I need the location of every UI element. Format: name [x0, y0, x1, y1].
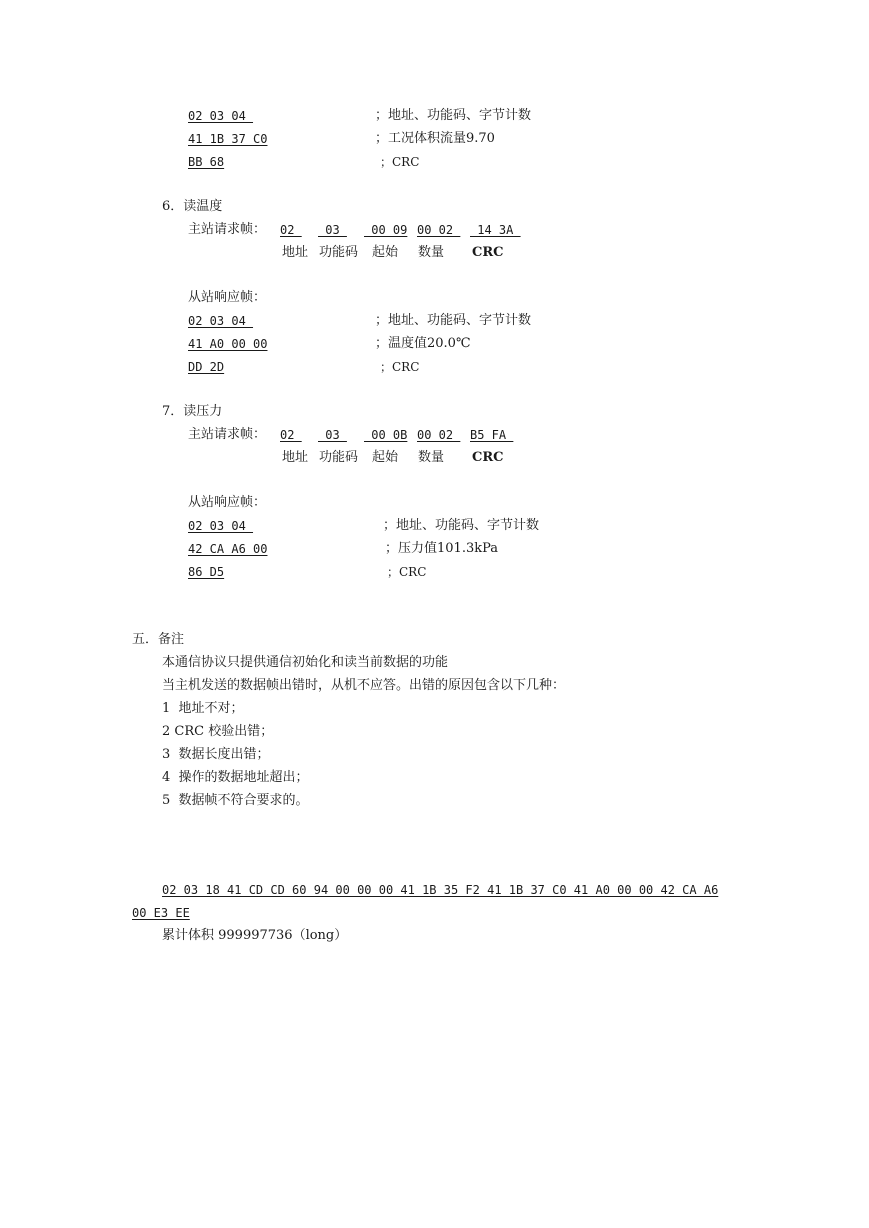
s7-resp-hex-3: 86 D5: [188, 565, 225, 579]
notes-line-7: 5 数据帧不符合要求的。: [162, 793, 309, 808]
notes-line-2: 当主机发送的数据帧出错时，从机不应答。出错的原因包含以下几种：: [162, 678, 566, 693]
s7-col-crc: CRC: [472, 450, 504, 465]
s6-resp-hex-3: DD 2D: [188, 360, 225, 374]
s7-req-func: 03: [318, 428, 347, 442]
s6-col-crc: CRC: [472, 245, 504, 260]
s5-resp-hex-2: 41 1B 37 C0: [188, 132, 268, 146]
s7-resp-comment-3: ；CRC: [387, 565, 427, 579]
s7-resp-comment-2: ；压力值101.3kPa: [385, 541, 499, 556]
s7-resp-hex-2: 42 CA A6 00: [188, 542, 268, 556]
notes-heading: 五．备注: [132, 632, 185, 647]
s7-title: 7．读压力: [162, 404, 223, 419]
s7-req-start: 00 0B: [364, 428, 408, 442]
s6-resp-comment-3: ；CRC: [380, 360, 420, 374]
s7-col-count: 数量: [418, 450, 445, 465]
s6-title: 6．读温度: [162, 199, 223, 214]
s7-col-start: 起始: [372, 450, 399, 465]
notes-line-5: 3 数据长度出错；: [162, 747, 270, 762]
s6-req-start: 00 09: [364, 223, 408, 237]
s6-req-crc: 14 3A: [470, 223, 521, 237]
example-total-volume: 累计体积 999997736（long）: [162, 928, 348, 943]
s6-req-label: 主站请求帧：: [188, 222, 267, 237]
s7-req-crc: B5 FA: [470, 428, 514, 442]
s6-req-addr: 02: [280, 223, 302, 237]
example-hex-line-1: 02 03 18 41 CD CD 60 94 00 00 00 41 1B 35 F2 41 1B 37 C0 41 A0 00 00 42 CA A6: [162, 883, 719, 897]
example-hex-line-2: 00 E3 EE: [132, 906, 190, 920]
s6-resp-comment-2: ；温度值20.0℃: [375, 336, 471, 351]
s7-col-addr: 地址: [282, 450, 309, 465]
notes-line-6: 4 操作的数据地址超出；: [162, 770, 309, 785]
s5-resp-comment-3: ；CRC: [380, 155, 420, 169]
s7-req-addr: 02: [280, 428, 302, 442]
s6-col-addr: 地址: [282, 245, 309, 260]
s7-resp-label: 从站响应帧：: [188, 495, 267, 510]
s6-col-start: 起始: [372, 245, 399, 260]
s7-col-func: 功能码: [319, 450, 359, 465]
s7-resp-hex-1: 02 03 04: [188, 519, 254, 533]
notes-line-1: 本通信协议只提供通信初始化和读当前数据的功能: [162, 655, 449, 670]
s6-resp-hex-2: 41 A0 00 00: [188, 337, 268, 351]
s5-resp-hex-3: BB 68: [188, 155, 225, 169]
s6-resp-label: 从站响应帧：: [188, 290, 267, 305]
s5-resp-hex-1: 02 03 04: [188, 109, 254, 123]
s7-req-count: 00 02: [417, 428, 461, 442]
s6-req-count: 00 02: [417, 223, 461, 237]
s6-resp-hex-1: 02 03 04: [188, 314, 254, 328]
s7-req-label: 主站请求帧：: [188, 427, 267, 442]
s7-resp-comment-1: ；地址、功能码、字节计数: [383, 518, 540, 533]
s6-resp-comment-1: ；地址、功能码、字节计数: [375, 313, 532, 328]
s6-col-func: 功能码: [319, 245, 359, 260]
s6-col-count: 数量: [418, 245, 445, 260]
s5-resp-comment-1: ；地址、功能码、字节计数: [375, 108, 532, 123]
notes-line-4: 2 CRC 校验出错；: [162, 724, 274, 739]
s5-resp-comment-2: ；工况体积流量9.70: [375, 131, 495, 146]
s6-req-func: 03: [318, 223, 347, 237]
notes-line-3: 1 地址不对；: [162, 701, 244, 716]
